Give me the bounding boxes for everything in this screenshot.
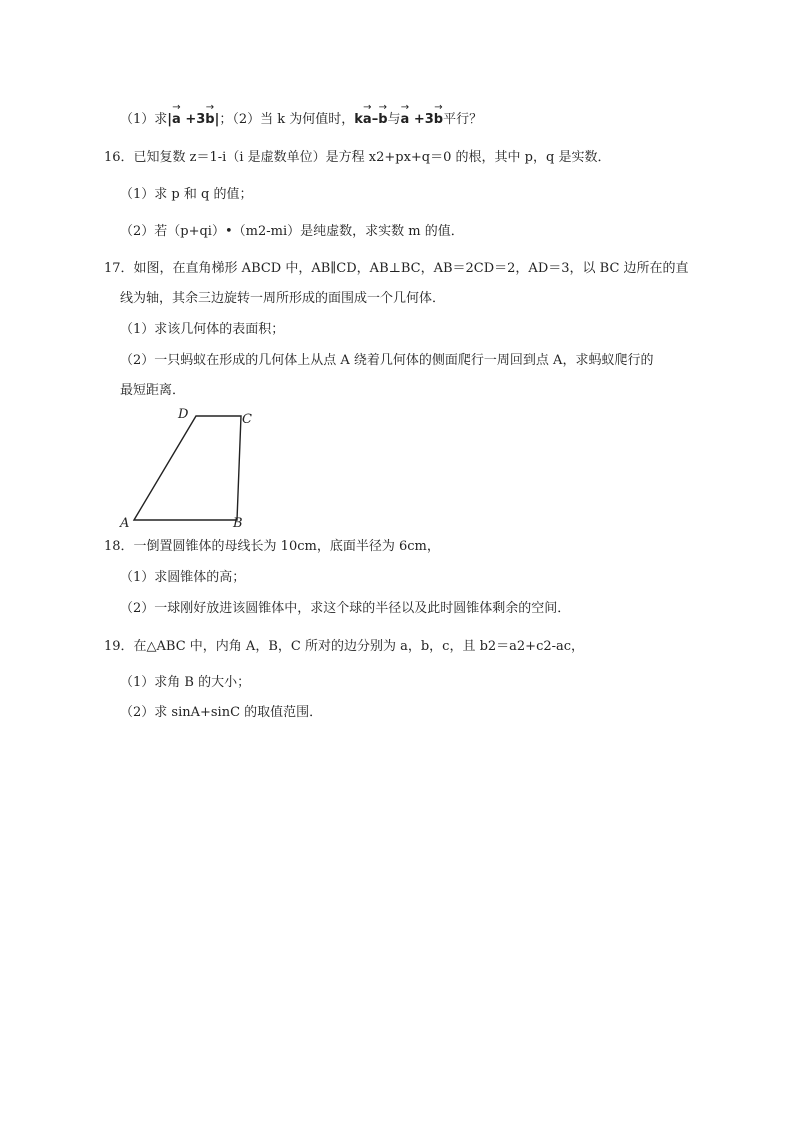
q18-sub2: （2）一球刚好放进该圆锥体中，求这个球的半径以及此时圆锥体剩余的空间． bbox=[120, 601, 571, 616]
abs-open: | bbox=[167, 112, 173, 127]
abs-close: | bbox=[214, 112, 220, 127]
trapezoid-figure bbox=[110, 402, 260, 532]
plus-three-2: +3 bbox=[409, 112, 434, 127]
minus-sign: – bbox=[371, 112, 379, 127]
q16-sub1: （1）求 p 和 q 的值； bbox=[120, 187, 253, 202]
q15-subquestions bbox=[120, 110, 482, 130]
yu-text: 与 bbox=[387, 112, 401, 127]
q19-sub1: （1）求角 B 的大小； bbox=[120, 675, 251, 690]
label-d: D bbox=[178, 407, 189, 422]
vector-a-2: → a bbox=[363, 110, 372, 130]
q15-sub1-label: （1）求 bbox=[120, 112, 168, 127]
q17-stem-line2: 线为轴，其余三边旋转一周所形成的面围成一个几何体． bbox=[120, 291, 446, 306]
vector-a-3: → a bbox=[401, 110, 410, 130]
label-a: A bbox=[120, 516, 130, 531]
q17-stem-line1: 17．如图，在直角梯形 ABCD 中，AB∥CD，AB⊥BC，AB＝2CD＝2，AD＝3，以 BC 边所在的直 bbox=[104, 261, 689, 276]
q15-tail: 平行？ bbox=[443, 112, 483, 127]
q19-stem: 19．在△ABC 中，内角 A，B，C 所对的边分别为 a，b，c，且 b2＝a2+c2-ac， bbox=[104, 639, 585, 654]
vector-b-3: → b bbox=[434, 110, 443, 130]
vector-b-2: → b bbox=[378, 110, 387, 130]
q19-sub2: （2）求 sinA+sinC 的取值范围． bbox=[120, 705, 323, 720]
trapezoid-abcd bbox=[134, 416, 241, 520]
q15-sub2-text: ；（2）当 k 为何值时， bbox=[219, 112, 355, 127]
q17-sub1: （1）求该几何体的表面积； bbox=[120, 322, 285, 337]
q16-stem: 16．已知复数 z＝1-i（i 是虚数单位）是方程 x2+px+q＝0 的根，其中 p，q 是实数． bbox=[104, 150, 611, 165]
q17-sub2-line2: 最短距离． bbox=[120, 383, 186, 398]
plus-three: +3 bbox=[180, 112, 206, 127]
q18-sub1: （1）求圆锥体的高； bbox=[120, 570, 246, 585]
vector-b: → b bbox=[205, 110, 214, 130]
vector-a: → a bbox=[172, 110, 181, 130]
q16-sub2: （2）若（p+qi）•（m2-mi）是纯虚数，求实数 m 的值． bbox=[120, 224, 464, 239]
k-symbol: k bbox=[354, 112, 363, 127]
label-b: B bbox=[233, 516, 243, 531]
q17-sub2-line1: （2）一只蚂蚁在形成的几何体上从点 A 绕着几何体的侧面爬行一周回到点 A，求蚂蚁爬行的 bbox=[120, 353, 654, 368]
label-c: C bbox=[242, 412, 252, 427]
q18-stem: 18．一倒置圆锥体的母线长为 10cm，底面半径为 6cm， bbox=[104, 539, 440, 554]
